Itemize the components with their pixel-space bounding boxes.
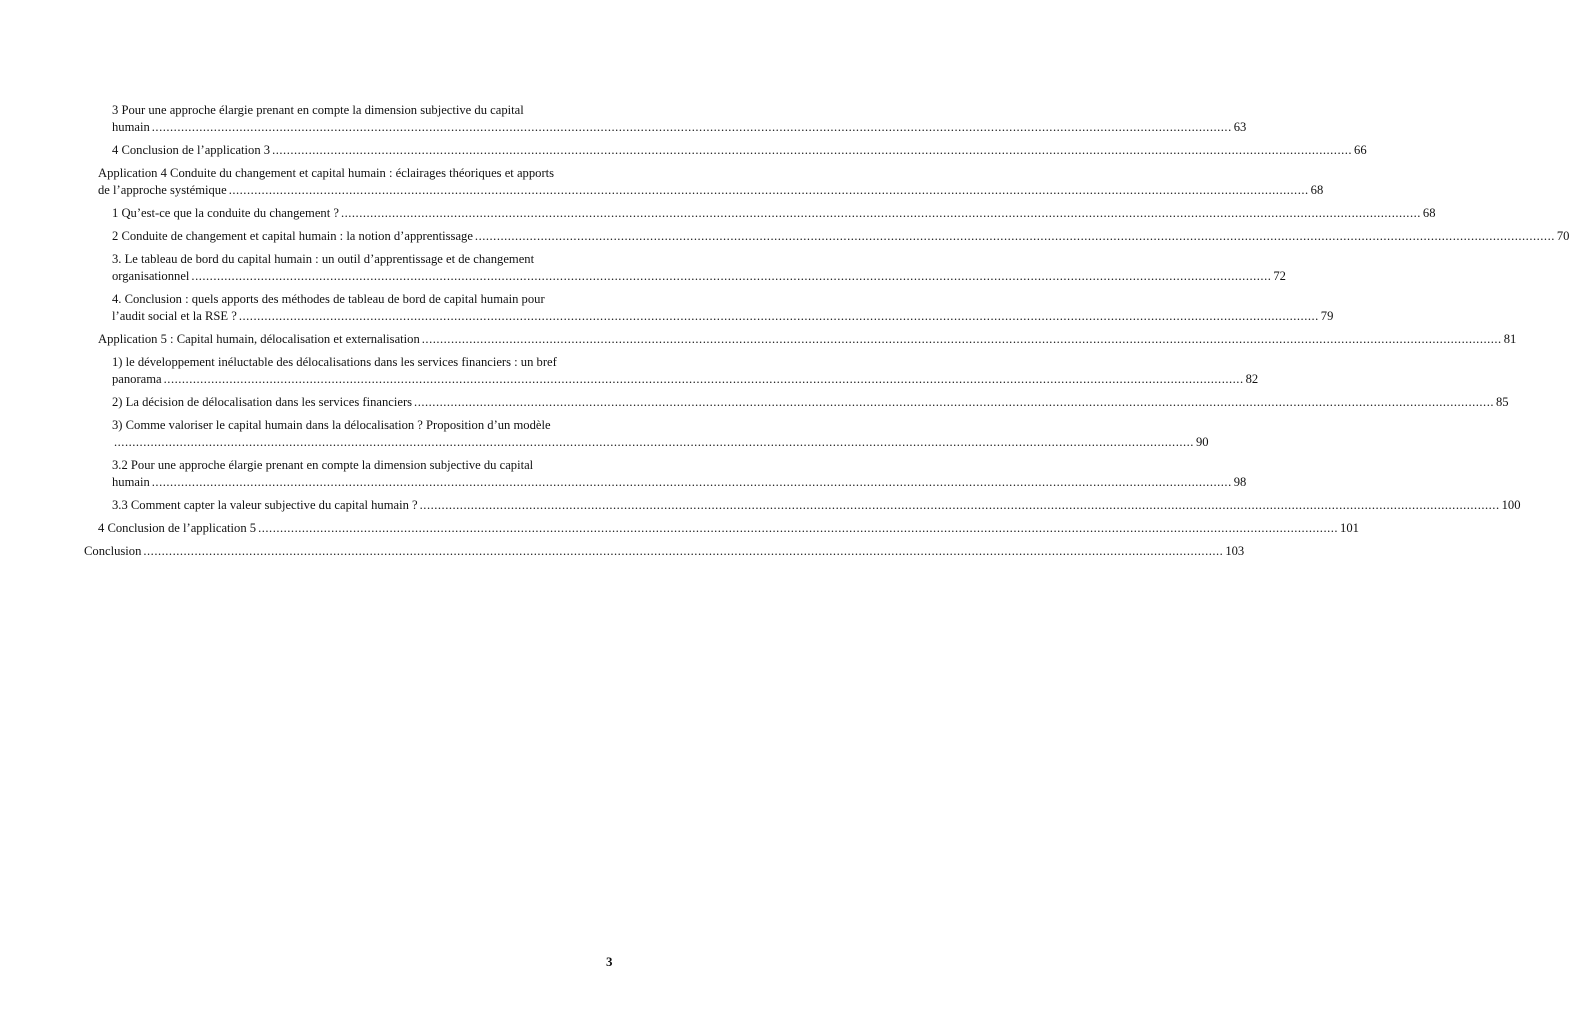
toc-entry-title: organisationnel <box>112 269 190 283</box>
toc-leader-dots <box>422 331 1502 348</box>
toc-entry-title: humain <box>112 475 150 489</box>
toc-page-number: 68 <box>1422 206 1436 220</box>
table-of-contents <box>84 102 1569 566</box>
toc-page-number: 66 <box>1354 143 1367 157</box>
toc-entry-line: 3.2 Pour une approche élargie prenant en compte la dimension subjective du capital <box>112 458 534 472</box>
toc-leader-dots <box>114 434 1194 451</box>
toc-entry-title: 4 Conclusion de l’application 5 <box>98 521 257 535</box>
toc-page-number: 85 <box>1495 395 1509 409</box>
toc-entry-title: l’audit social et la RSE ? <box>112 309 237 323</box>
toc-entry-line: 3) Comme valoriser le capital humain dans la délocalisation ? Proposition d’un modèle <box>112 418 551 432</box>
page-number: 3 <box>606 954 613 969</box>
toc-page-number: 70 <box>1556 229 1569 243</box>
toc-entry[interactable] <box>84 165 1324 199</box>
toc-entry-line: 3 Pour une approche élargie prenant en compte la dimension subjective du capital <box>112 103 524 117</box>
toc-entry[interactable] <box>84 142 1367 159</box>
toc-page-number: 81 <box>1503 332 1517 346</box>
toc-leader-dots <box>229 182 1309 199</box>
toc-page-number: 100 <box>1501 498 1521 512</box>
toc-page-number: 79 <box>1320 309 1334 323</box>
toc-page-number: 82 <box>1245 372 1259 386</box>
toc-entry[interactable] <box>84 543 1245 560</box>
toc-entry-title: 3.3 Comment capter la valeur subjective du capital humain ? <box>112 498 418 512</box>
toc-entry[interactable] <box>84 520 1359 537</box>
toc-entry[interactable] <box>84 497 1521 514</box>
toc-leader-dots <box>164 371 1244 388</box>
toc-entry[interactable] <box>84 457 1247 491</box>
toc-entry-title: 1 Qu’est-ce que la conduite du changement ? <box>112 206 339 220</box>
toc-leader-dots <box>420 497 1500 514</box>
toc-entry-title: Application 5 : Capital humain, délocalisation et externalisation <box>98 332 420 346</box>
toc-leader-dots <box>191 268 1271 285</box>
toc-entry[interactable] <box>84 331 1517 348</box>
toc-entry[interactable] <box>84 354 1259 388</box>
toc-page-number: 68 <box>1310 183 1324 197</box>
toc-entry-title: Conclusion <box>84 544 142 558</box>
toc-entry-title: humain <box>112 120 150 134</box>
toc-page-number: 101 <box>1340 521 1359 535</box>
toc-leader-dots <box>414 394 1494 411</box>
toc-entry[interactable] <box>84 228 1569 245</box>
toc-entry[interactable] <box>84 251 1286 285</box>
toc-leader-dots <box>152 119 1232 136</box>
toc-entry-title: 4 Conclusion de l’application 3 <box>112 143 271 157</box>
toc-entry[interactable] <box>84 291 1334 325</box>
toc-entry-title: 2 Conduite de changement et capital humain : la notion d’apprentissage <box>112 229 473 243</box>
toc-entry-title: 2) La décision de délocalisation dans les services financiers <box>112 395 413 409</box>
toc-leader-dots <box>272 142 1352 159</box>
toc-leader-dots <box>475 228 1555 245</box>
toc-page-number: 63 <box>1233 120 1247 134</box>
toc-page-number: 98 <box>1233 475 1247 489</box>
toc-leader-dots <box>341 205 1421 222</box>
toc-page-number: 72 <box>1273 269 1286 283</box>
toc-entry-line: 4. Conclusion : quels apports des méthodes de tableau de bord de capital humain pour <box>112 292 545 306</box>
toc-entry[interactable] <box>84 102 1247 136</box>
toc-entry-line: 3. Le tableau de bord du capital humain : un outil d’apprentissage et de changement <box>112 252 535 266</box>
toc-entry-title: panorama <box>112 372 162 386</box>
toc-leader-dots <box>258 520 1338 537</box>
toc-entry[interactable] <box>84 205 1436 222</box>
toc-entry-title: de l’approche systémique <box>98 183 227 197</box>
toc-leader-dots <box>239 308 1319 325</box>
toc-entry[interactable] <box>84 394 1509 411</box>
toc-entry-line: Application 4 Conduite du changement et capital humain : éclairages théoriques et apports <box>98 166 555 180</box>
toc-page-number: 103 <box>1225 544 1245 558</box>
toc-leader-dots <box>152 474 1232 491</box>
toc-leader-dots <box>143 543 1223 560</box>
toc-page-number: 90 <box>1195 435 1209 449</box>
toc-entry-line: 1) le développement inéluctable des délocalisations dans les services financiers : un bref <box>112 355 557 369</box>
toc-entry[interactable] <box>84 417 1209 451</box>
